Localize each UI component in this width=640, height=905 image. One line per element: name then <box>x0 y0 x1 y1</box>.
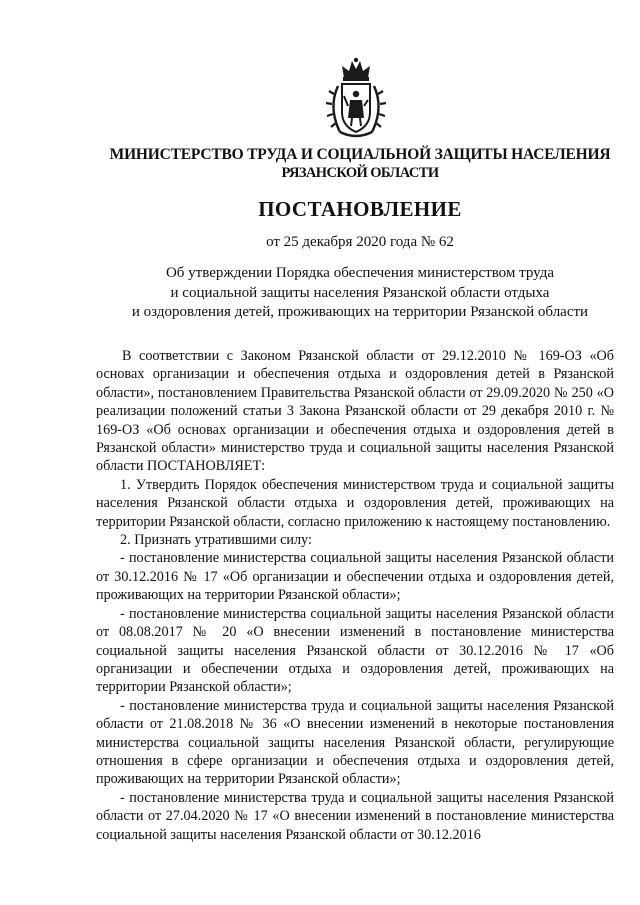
document-subject <box>80 264 640 323</box>
clause-1-paragraph: 1. Утвердить Порядок обеспечения министерством труда и социальной защиты населения Рязанской области отдыха и оздоровления детей, проживающих на территории Рязанской области, согласно приложению к настоящему постановлению. <box>96 476 614 530</box>
subject-line-1: Об утверждении Порядка обеспечения министерством труда <box>165 265 555 281</box>
ministry-name-line1: МИНИСТЕРСТВО ТРУДА И СОЦИАЛЬНОЙ ЗАЩИТЫ НАСЕЛЕНИЯ <box>109 146 611 163</box>
repealed-act-4: - постановление министерства труда и социальной защиты населения Рязанской области от 27.04.2020 № 17 «О внесении изменений в постановление министерства социальной защиты населения Рязанской области от 30.12.2016 <box>96 789 614 843</box>
preamble-paragraph: В соответствии с Законом Рязанской области от 29.12.2010 № 169-ОЗ «Об основах организации и обеспечения отдыха и оздоровления детей в Рязанской области», постановлением Правительства Рязанской области от 29.09.2020 № 250 «О реализации положений статьи 3 Закона Рязанской области от 29 декабря 2010 г. № 169-ОЗ «Об основах организации и обеспечения отдыха и оздоровления детей в Рязанской области» министерство труда и социальной защиты населения Рязанской области ПОСТАНОВЛЯЕТ: <box>96 348 614 475</box>
subject-line-2: и социальной защиты населения Рязанской области отдыха <box>170 284 550 301</box>
clause-2-paragraph: 2. Признать утратившими силу: <box>120 532 312 549</box>
coat-of-arms-icon <box>324 56 388 140</box>
document-type-title: ПОСТАНОВЛЕНИЕ <box>258 197 462 221</box>
ministry-name-line2: РЯЗАНСКОЙ ОБЛАСТИ <box>281 165 439 181</box>
repealed-act-2: - постановление министерства социальной защиты населения Рязанской области от 08.08.2017 № 20 «О внесении изменений в постановление министерства социальной защиты населения Рязанской области от 30.12.2016 № 17 «Об организации и обеспечении отдыха и оздоровления детей, проживающих на территории Рязанской области»; <box>96 605 614 696</box>
document-body <box>96 347 614 844</box>
repealed-act-3: - постановление министерства труда и социальной защиты населения Рязанской области от 21.08.2018 № 36 «О внесении изменений в некоторые постановления министерства социальной защиты населения Рязанской области, регулирующие отношения в сфере организации и обеспечения отдыха и оздоровления детей, проживающих на территории Рязанской области»; <box>96 697 614 788</box>
document-date-number: от 25 декабря 2020 года № 62 <box>266 234 454 250</box>
subject-line-3: и оздоровления детей, проживающих на территории Рязанской области <box>131 304 589 320</box>
repealed-act-1: - постановление министерства социальной защиты населения Рязанской области от 30.12.2016 № 17 «Об организации и обеспечении отдыха и оздоровления детей, проживающих на территории Рязанской области»; <box>96 550 614 604</box>
ministry-name <box>80 146 640 182</box>
